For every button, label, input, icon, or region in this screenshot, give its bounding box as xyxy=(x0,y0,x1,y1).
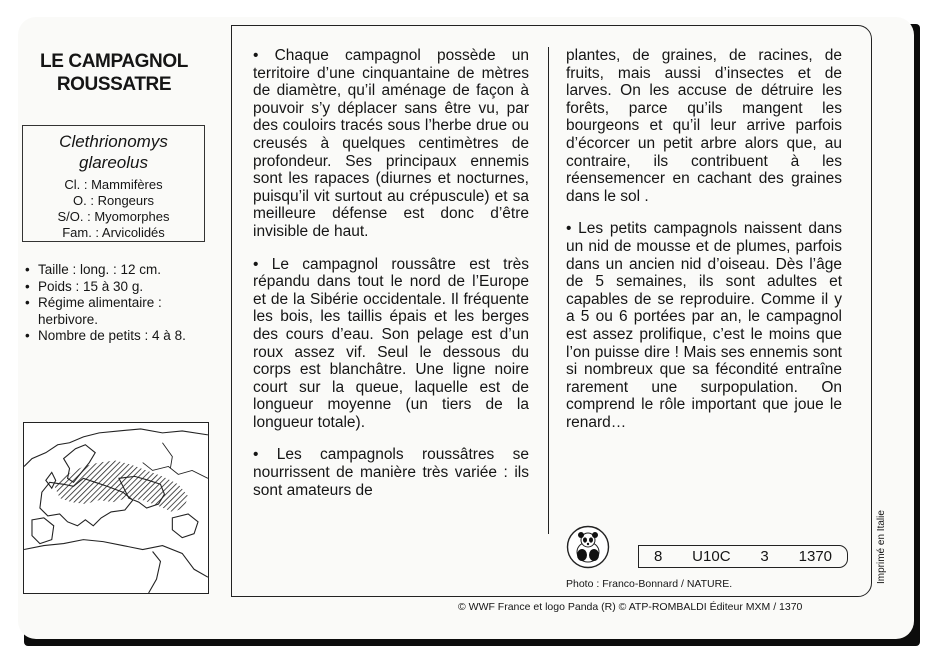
scientific-name: Clethrionomys glareolus xyxy=(59,132,168,172)
class-line: Cl. : Mammifères xyxy=(64,177,163,192)
stat-diet: • Régime alimentaire : herbivore. xyxy=(24,295,204,328)
code-series: 8 xyxy=(653,548,663,565)
family-line: Fam. : Arvicolidés xyxy=(62,225,165,240)
printed-in-italy: Imprimé en Italie xyxy=(876,510,887,584)
paragraph-diet-start: • Les campagnols roussâtres se nourrissent de manière très variée : ils sont amateurs de xyxy=(253,446,529,499)
classification-box xyxy=(22,125,205,242)
classification-list xyxy=(23,177,204,241)
suborder-line: S/O. : Myomorphes xyxy=(57,209,170,224)
text-column-left xyxy=(253,47,529,499)
column-divider xyxy=(548,47,549,534)
range-area xyxy=(54,461,188,512)
wwf-panda-icon xyxy=(566,525,610,569)
photo-credit: Photo : Franco-Bonnard / NATURE. xyxy=(566,578,733,590)
paragraph-reproduction: • Les petits campagnols naissent dans un nid de mousse et de plumes, parfois dans un ancien nid d’oiseau. Dès l’âge de 5 semaines, ils sont adultes et capables de se reproduire. Comme il y a 5 ou 6 portées par an, le campagnol est assez prolifique, c’est le moins que l’on puisse dire ! Mais ses ennemis sont si nombreux que sa fécondité entraîne rarement une surpopulation. On comprend le rôle important que joue le renard… xyxy=(566,220,842,431)
card-code-box xyxy=(638,545,848,568)
panda-logo-graphic xyxy=(566,525,610,569)
stats-list xyxy=(24,262,204,345)
card-title: LE CAMPAGNOL ROUSSATRE xyxy=(40,51,188,95)
stat-weight: • Poids : 15 à 30 g. xyxy=(24,279,204,296)
order-line: O. : Rongeurs xyxy=(73,193,154,208)
paragraph-diet-end: plantes, de graines, de racines, de fruits, mais aussi d’insectes et de larves. On les accuse de détruire les forêts, parce qu’ils mangent les bourgeons et qu’il leur arrive parfois d’écorcer un petit arbre alors que, au contraire, ils contribuent à les réensemencer en cachant des graines dans le sol . xyxy=(566,47,842,205)
code-group: U10C xyxy=(692,548,731,565)
distribution-map xyxy=(24,423,208,593)
europe-distribution-map-icon xyxy=(23,422,209,594)
copyright-line: © WWF France et logo Panda (R) © ATP-ROMBALDI Éditeur MXM / 1370 xyxy=(458,601,803,613)
stat-size: • Taille : long. : 12 cm. xyxy=(24,262,204,279)
paragraph-habitat: • Le campagnol roussâtre est très répandu dans tout le nord de l’Europe et de la Sibérie occidentale. Il fréquente les bois, les taillis épais et les berges des cours d’eau. Son pelage est d’un roux assez vif. Seul le dessous du corps est blanchâtre. Une ligne noire court sur la queue, laquelle est de longueur moyenne (un tiers de la longueur totale). xyxy=(253,255,529,431)
code-number: 3 xyxy=(760,548,769,565)
text-column-right xyxy=(566,47,842,431)
stat-litter: • Nombre de petits : 4 à 8. xyxy=(24,328,204,345)
paragraph-territory: • Chaque campagnol possède un territoire d’une cinquantaine de mètres de diamètre, qu’il aménage de façon à pouvoir s’y déplacer sans être vu, par des couloirs tracés sous l’herbe drue ou creusés à quelques centimètres de profondeur. Ses principaux ennemis sont les rapaces (diurnes et nocturnes, puisqu’il vit surtout au crépuscule) et sa meilleure défense est donc d’être invisible de haut. xyxy=(253,47,529,240)
code-reference: 1370 xyxy=(798,548,833,565)
